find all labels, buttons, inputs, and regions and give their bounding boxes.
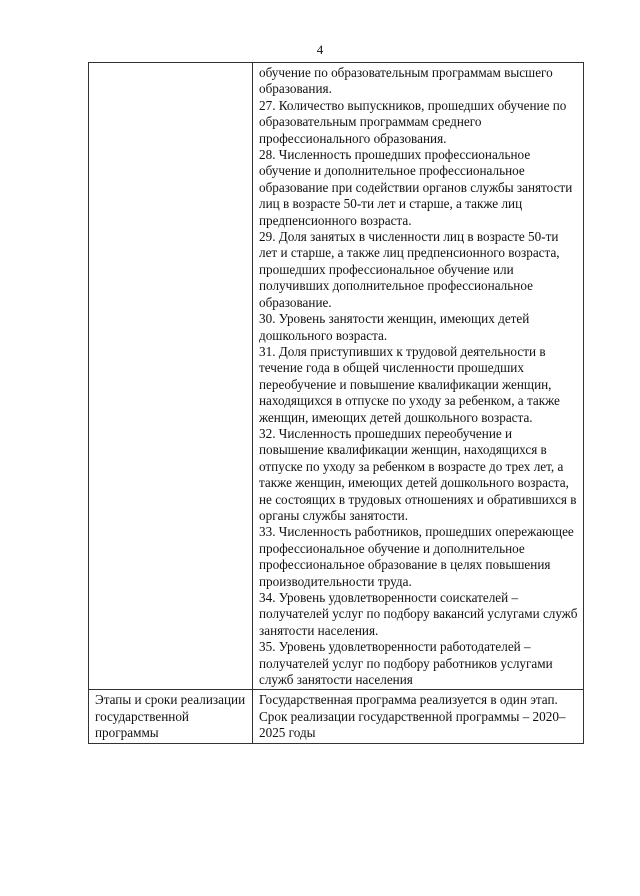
indicator-paragraph: 34. Уровень удовлетворенности соискателей – получателей услуг по подбору вакансий услугами служб занятости населения. [259, 590, 578, 638]
page-number: 4 [316, 42, 324, 57]
indicator-paragraph: 29. Доля занятых в численности лиц в возрасте 50-ти лет и старше, а также лиц предпенсионного возраста, прошедших профессиональное обучение или получивших дополнительное профессиональное образование. [259, 229, 560, 310]
indicators-cell [253, 63, 584, 690]
indicator-paragraph: 32. Численность прошедших переобучение и повышение квалификации женщин, находящихся в отпуске по уходу за ребенком в возрасте до трех лет, а также женщин, имеющих детей дошкольного возраста, не состоящих в трудовых отношениях и обратившихся в органы службы занятости. [259, 425, 577, 523]
stages-paragraph: Срок реализации государственной программы – 2020–2025 годы [259, 708, 566, 741]
indicator-paragraph: 35. Уровень удовлетворенности работодателей – получателей услуг по подбору работников услугами служб занятости населения [259, 639, 553, 688]
row-label-cell [89, 63, 253, 690]
row-label-cell: Этапы и сроки реализации государственной программы [89, 690, 253, 743]
indicator-paragraph: 33. Численность работников, прошедших опережающее профессиональное обучение и дополнительное профессиональное образование в целях повышения производительности труда. [259, 524, 574, 589]
table-row [89, 690, 584, 743]
stages-cell [253, 690, 584, 743]
program-table [88, 62, 584, 744]
indicator-paragraph: 28. Численность прошедших профессиональное обучение и дополнительное профессиональное образование при содействии органов службы занятости лиц в возрасте 50-ти лет и старше, а также лиц предпенсионного возраста. [259, 147, 573, 228]
indicator-paragraph: обучение по образовательным программам высшего образования. [259, 65, 553, 97]
stages-paragraph: Государственная программа реализуется в один этап. [259, 692, 558, 708]
table-row [89, 63, 584, 690]
indicator-paragraph: 30. Уровень занятости женщин, имеющих детей дошкольного возраста. [259, 311, 530, 343]
indicator-paragraph: 27. Количество выпускников, прошедших обучение по образовательным программам среднего профессионального образования. [259, 97, 567, 146]
indicator-paragraph: 31. Доля приступивших к трудовой деятельности в течение года в общей численности прошедших переобучение и повышение квалификации женщин, находящихся в отпуске по уходу за ребенком, а также женщин, имеющих детей дошкольного возраста. [259, 343, 560, 425]
